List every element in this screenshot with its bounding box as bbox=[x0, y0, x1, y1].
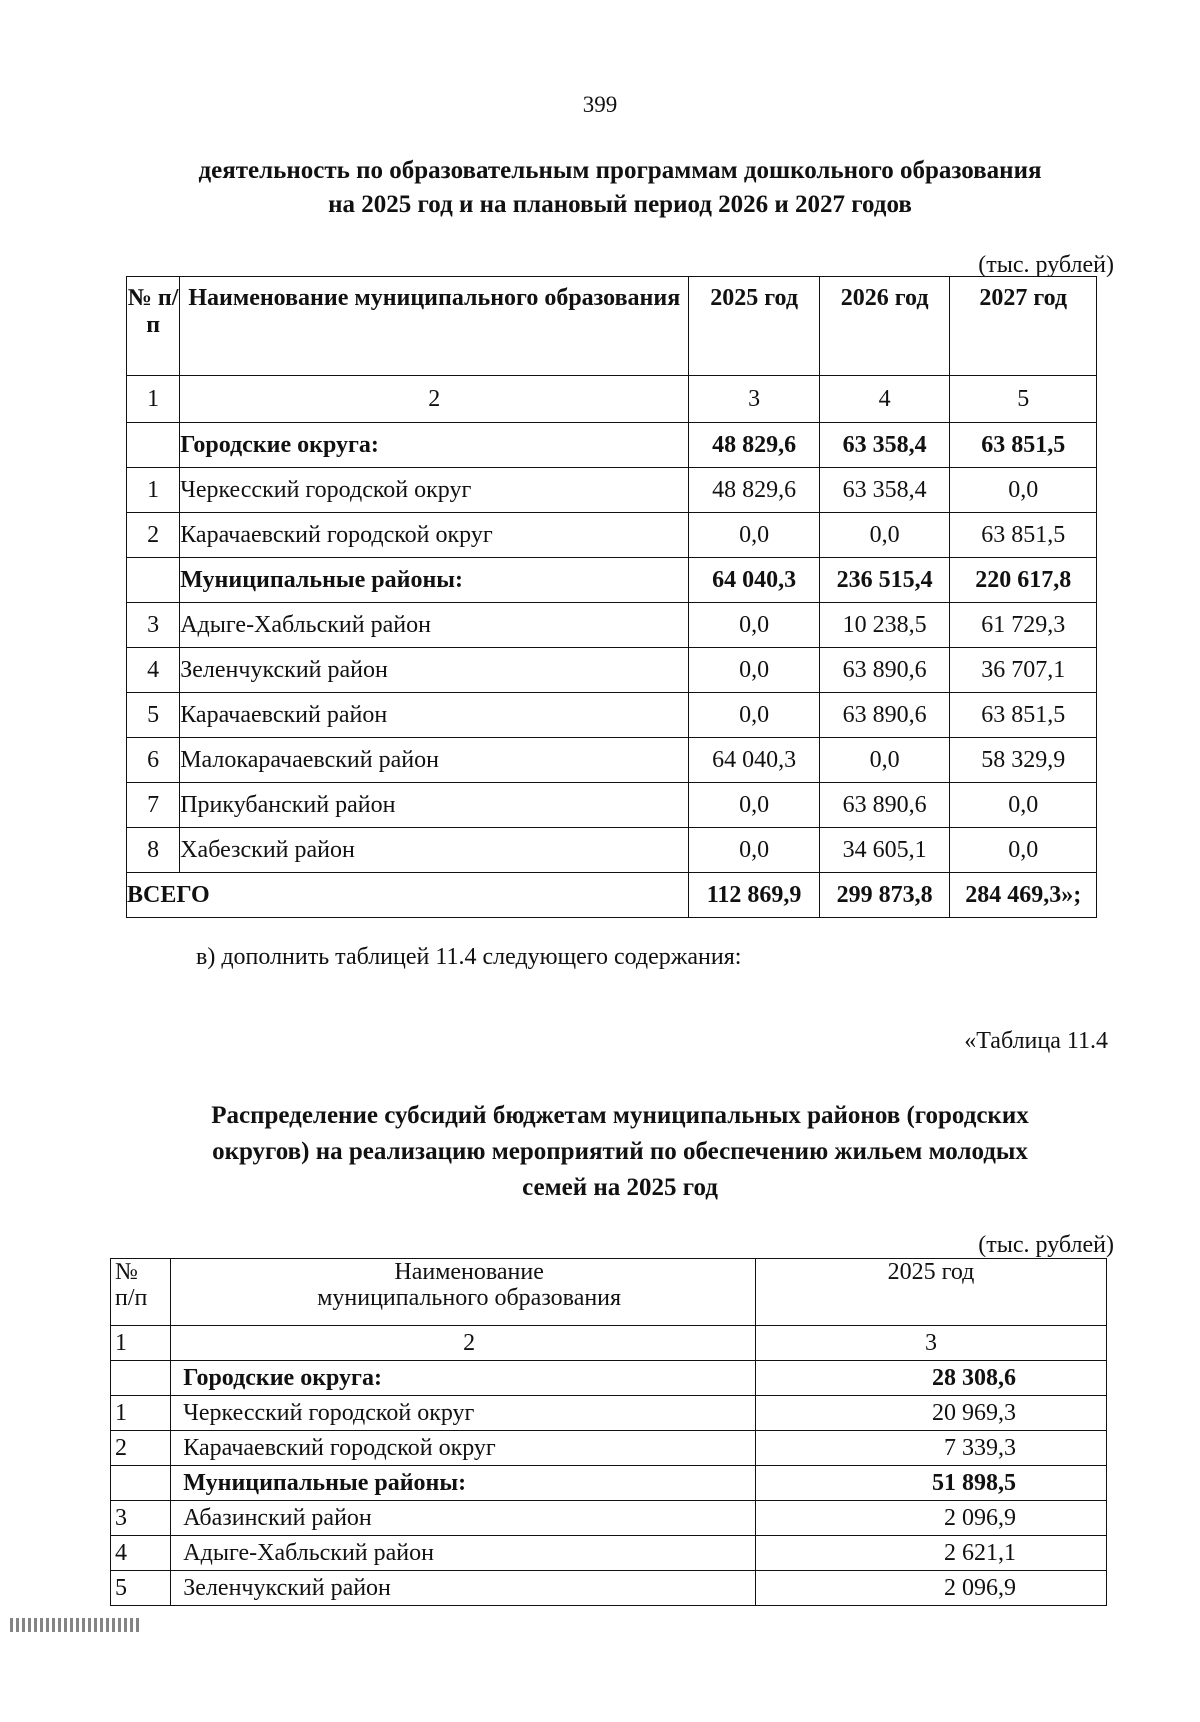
row-2027: 220 617,8 bbox=[950, 558, 1097, 603]
row-2026: 63 358,4 bbox=[819, 468, 950, 513]
table-row bbox=[127, 603, 1097, 648]
header-2025: 2025 год bbox=[755, 1259, 1106, 1326]
page-number: 399 bbox=[582, 92, 618, 117]
col-number: 1 bbox=[111, 1326, 171, 1361]
table-row bbox=[111, 1571, 1107, 1606]
header-name bbox=[171, 1259, 756, 1326]
row-num: 3 bbox=[127, 603, 180, 648]
young-families-subsidy-table bbox=[110, 1258, 1107, 1606]
table-row bbox=[111, 1361, 1107, 1396]
row-num: 5 bbox=[111, 1571, 171, 1606]
row-num: 2 bbox=[111, 1431, 171, 1466]
row-2025: 20 969,3 bbox=[755, 1396, 1106, 1431]
row-2027: 58 329,9 bbox=[950, 738, 1097, 783]
row-2025: 28 308,6 bbox=[755, 1361, 1106, 1396]
total-2025: 112 869,9 bbox=[689, 873, 820, 918]
col-number: 5 bbox=[950, 376, 1097, 423]
header-num bbox=[111, 1259, 171, 1326]
row-name: Хабезский район bbox=[180, 828, 689, 873]
row-2026: 10 238,5 bbox=[819, 603, 950, 648]
row-num: 2 bbox=[127, 513, 180, 558]
row-name: Зеленчукский район bbox=[171, 1571, 756, 1606]
section1-title-line1: деятельность по образовательным программам дошкольного образования bbox=[198, 157, 1042, 184]
section2-title bbox=[130, 1098, 1110, 1206]
table-row bbox=[127, 648, 1097, 693]
row-2025: 7 339,3 bbox=[755, 1431, 1106, 1466]
table-row bbox=[127, 783, 1097, 828]
row-2025: 0,0 bbox=[689, 603, 820, 648]
row-num bbox=[111, 1466, 171, 1501]
section1-units: (тыс. рублей) bbox=[978, 252, 1114, 278]
header-name: Наименование муниципального образования bbox=[180, 277, 689, 376]
instruction-text: в) дополнить таблицей 11.4 следующего содержания: bbox=[196, 944, 742, 970]
row-2026: 63 890,6 bbox=[819, 783, 950, 828]
row-num: 3 bbox=[111, 1501, 171, 1536]
total-2027: 284 469,3»; bbox=[950, 873, 1097, 918]
row-name: Черкесский городской округ bbox=[180, 468, 689, 513]
header-name-line1: Наименование bbox=[394, 1259, 544, 1285]
row-2026: 63 890,6 bbox=[819, 648, 950, 693]
row-num: 7 bbox=[127, 783, 180, 828]
section1-title bbox=[130, 154, 1110, 222]
row-name: Адыге-Хабльский район bbox=[180, 603, 689, 648]
col-number: 2 bbox=[171, 1326, 756, 1361]
row-2025: 64 040,3 bbox=[689, 558, 820, 603]
row-name: Зеленчукский район bbox=[180, 648, 689, 693]
row-2026: 63 890,6 bbox=[819, 693, 950, 738]
total-2026: 299 873,8 bbox=[819, 873, 950, 918]
row-2027: 61 729,3 bbox=[950, 603, 1097, 648]
col-number: 3 bbox=[755, 1326, 1106, 1361]
total-row bbox=[127, 873, 1097, 918]
col-number: 4 bbox=[819, 376, 950, 423]
row-name: Карачаевский городской округ bbox=[171, 1431, 756, 1466]
row-2026: 63 358,4 bbox=[819, 423, 950, 468]
row-num: 1 bbox=[111, 1396, 171, 1431]
table-row bbox=[111, 1536, 1107, 1571]
table-row bbox=[111, 1396, 1107, 1431]
table-row bbox=[127, 513, 1097, 558]
section2-title-line3: семей на 2025 год bbox=[522, 1174, 718, 1201]
table-row bbox=[127, 468, 1097, 513]
table-row bbox=[127, 828, 1097, 873]
table-row bbox=[111, 1501, 1107, 1536]
row-2027: 63 851,5 bbox=[950, 423, 1097, 468]
row-name: Малокарачаевский район bbox=[180, 738, 689, 783]
row-num: 8 bbox=[127, 828, 180, 873]
col-number: 2 bbox=[180, 376, 689, 423]
section2-title-line2: округов) на реализацию мероприятий по обеспечению жильем молодых bbox=[212, 1138, 1028, 1165]
row-2025: 48 829,6 bbox=[689, 468, 820, 513]
column-number-row bbox=[127, 376, 1097, 423]
row-num: 5 bbox=[127, 693, 180, 738]
row-num: 6 bbox=[127, 738, 180, 783]
header-num: № п/п bbox=[127, 277, 180, 376]
row-2027: 63 851,5 bbox=[950, 693, 1097, 738]
row-2025: 48 829,6 bbox=[689, 423, 820, 468]
header-num-line2: п/п bbox=[115, 1285, 148, 1311]
header-name-line2: муниципального образования bbox=[317, 1285, 622, 1311]
row-name: Абазинский район bbox=[171, 1501, 756, 1536]
row-2026: 0,0 bbox=[819, 513, 950, 558]
section2-units: (тыс. рублей) bbox=[978, 1232, 1114, 1258]
row-2026: 0,0 bbox=[819, 738, 950, 783]
row-2025: 0,0 bbox=[689, 693, 820, 738]
preschool-subsidy-table bbox=[126, 276, 1097, 918]
row-2025: 0,0 bbox=[689, 513, 820, 558]
row-name: Адыге-Хабльский район bbox=[171, 1536, 756, 1571]
table-row bbox=[111, 1431, 1107, 1466]
row-num bbox=[127, 558, 180, 603]
row-2027: 63 851,5 bbox=[950, 513, 1097, 558]
row-2027: 0,0 bbox=[950, 783, 1097, 828]
total-label: ВСЕГО bbox=[127, 873, 689, 918]
row-2025: 51 898,5 bbox=[755, 1466, 1106, 1501]
row-name: Муниципальные районы: bbox=[171, 1466, 756, 1501]
row-2025: 0,0 bbox=[689, 783, 820, 828]
header-2027: 2027 год bbox=[950, 277, 1097, 376]
row-2025: 0,0 bbox=[689, 828, 820, 873]
table-header-row bbox=[111, 1259, 1107, 1326]
scan-artifact bbox=[10, 1618, 140, 1632]
row-name: Карачаевский городской округ bbox=[180, 513, 689, 558]
row-num bbox=[111, 1361, 171, 1396]
table-row bbox=[127, 693, 1097, 738]
row-2027: 0,0 bbox=[950, 468, 1097, 513]
row-name: Черкесский городской округ bbox=[171, 1396, 756, 1431]
row-2025: 2 096,9 bbox=[755, 1571, 1106, 1606]
row-num: 1 bbox=[127, 468, 180, 513]
col-number: 1 bbox=[127, 376, 180, 423]
row-2025: 64 040,3 bbox=[689, 738, 820, 783]
row-2025: 2 621,1 bbox=[755, 1536, 1106, 1571]
row-name: Городские округа: bbox=[180, 423, 689, 468]
row-2027: 36 707,1 bbox=[950, 648, 1097, 693]
header-2026: 2026 год bbox=[819, 277, 950, 376]
column-number-row bbox=[111, 1326, 1107, 1361]
table-header-row bbox=[127, 277, 1097, 376]
col-number: 3 bbox=[689, 376, 820, 423]
row-name: Прикубанский район bbox=[180, 783, 689, 828]
table-row bbox=[111, 1466, 1107, 1501]
table-row bbox=[127, 738, 1097, 783]
row-name: Карачаевский район bbox=[180, 693, 689, 738]
row-name: Муниципальные районы: bbox=[180, 558, 689, 603]
row-num: 4 bbox=[111, 1536, 171, 1571]
row-name: Городские округа: bbox=[171, 1361, 756, 1396]
header-2025: 2025 год bbox=[689, 277, 820, 376]
table-row bbox=[127, 423, 1097, 468]
row-num bbox=[127, 423, 180, 468]
table-row bbox=[127, 558, 1097, 603]
row-2025: 2 096,9 bbox=[755, 1501, 1106, 1536]
table-caption: «Таблица 11.4 bbox=[964, 1028, 1108, 1054]
row-num: 4 bbox=[127, 648, 180, 693]
row-2025: 0,0 bbox=[689, 648, 820, 693]
row-2026: 34 605,1 bbox=[819, 828, 950, 873]
row-2027: 0,0 bbox=[950, 828, 1097, 873]
section2-title-line1: Распределение субсидий бюджетам муниципальных районов (городских bbox=[211, 1102, 1029, 1129]
section1-title-line2: на 2025 год и на плановый период 2026 и 2027 годов bbox=[328, 191, 912, 218]
row-2026: 236 515,4 bbox=[819, 558, 950, 603]
header-num-line1: № bbox=[115, 1259, 138, 1285]
